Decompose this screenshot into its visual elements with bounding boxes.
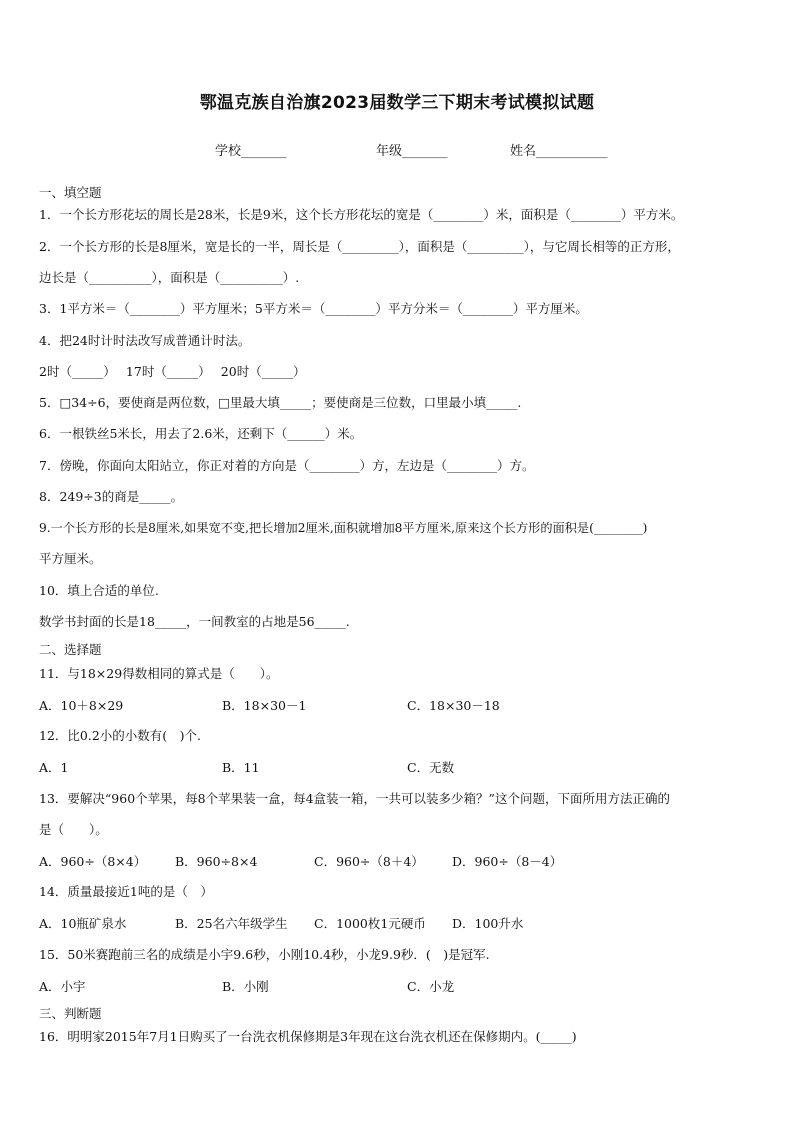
question-9-line-1: 9.一个长方形的长是8厘米,如果宽不变,把长增加2厘米,面积就增加8平方厘米,原来这个长方形的面积是(________) (39, 521, 648, 535)
question-9-line-2: 平方厘米。 (39, 551, 102, 566)
question-7: 7．傍晚，你面向太阳站立，你正对着的方向是（________）方，左边是（________）方。 (39, 458, 535, 473)
question-11-option-c: C．18×30－18 (407, 698, 500, 713)
question-8: 8．249÷3的商是_____。 (39, 489, 183, 504)
question-13-option-d: D．960÷（8－4） (452, 854, 563, 869)
page-title: 鄂温克族自治旗2023届数学三下期末考试模拟试题 (199, 93, 595, 113)
question-14-option-c: C．1000枚1元硬币 (314, 916, 426, 931)
question-3: 3．1平方米＝（________）平方厘米；5平方米＝（________）平方分米＝（________）平方厘米。 (39, 301, 588, 316)
question-13-line-2: 是（ ）。 (39, 822, 108, 837)
question-12: 12．比0.2小的小数有( )个. (39, 728, 202, 743)
grade-field: 年级_______ (376, 144, 448, 159)
question-14-option-d: D．100升水 (452, 916, 524, 931)
question-13-option-a: A．960÷（8×4） (39, 854, 147, 869)
name-field: 姓名___________ (510, 144, 608, 159)
question-11-option-a: A．10＋8×29 (39, 698, 124, 713)
question-2-line-1: 2．一个长方形的长是8厘米，宽是长的一半，周长是（_________），面积是（_________），与它周长相等的正方形， (39, 239, 680, 254)
question-15: 15．50米赛跑前三名的成绩是小宇9.6秒，小刚10.4秒，小龙9.9秒．( )是冠军. (39, 947, 490, 962)
question-14: 14．质量最接近1吨的是（ ） (39, 884, 213, 899)
question-2-line-2: 边长是（__________），面积是（__________）. (39, 270, 300, 285)
question-10: 10．填上合适的单位. (39, 583, 159, 598)
question-6: 6．一根铁丝5米长，用去了2.6米，还剩下（______）米。 (39, 426, 363, 441)
section-heading-fill-blank: 一、填空题 (39, 185, 102, 200)
question-5: 5．□34÷6，要使商是两位数，□里最大填_____；要使商是三位数，口里最小填_____. (39, 395, 522, 410)
question-15-option-b: B．小刚 (222, 979, 269, 994)
question-15-option-a: A．小宇 (39, 979, 86, 994)
question-15-option-c: C．小龙 (407, 979, 455, 994)
question-4-blanks: 2时（_____） 17时（_____） 20时（_____） (39, 364, 306, 379)
question-12-option-b: B．11 (222, 760, 260, 775)
question-14-option-b: B．25名六年级学生 (175, 916, 288, 931)
question-16: 16．明明家2015年7月1日购买了一台洗衣机保修期是3年现在这台洗衣机还在保修期内。(_____) (39, 1029, 577, 1044)
question-11-option-b: B．18×30－1 (222, 698, 307, 713)
question-12-option-c: C．无数 (407, 760, 455, 775)
question-12-option-a: A．1 (39, 760, 69, 775)
school-field: 学校_______ (215, 144, 287, 159)
question-13-line-1: 13．要解决“960个苹果，每8个苹果装一盒，每4盒装一箱，一共可以装多少箱？”这个问题，下面所用方法正确的 (39, 791, 670, 806)
question-10-blanks: 数学书封面的长是18_____，一间教室的占地是56_____. (39, 614, 350, 629)
question-1: 1．一个长方形花坛的周长是28米，长是9米，这个长方形花坛的宽是（________）米，面积是（________）平方米。 (39, 207, 684, 222)
section-heading-true-false: 三、判断题 (39, 1006, 102, 1021)
question-13-option-c: C．960÷（8＋4） (314, 854, 424, 869)
question-11: 11．与18×29得数相同的算式是（ ）。 (39, 666, 279, 681)
question-4: 4．把24时计时法改写成普通计时法。 (39, 333, 251, 348)
section-heading-multiple-choice: 二、选择题 (39, 642, 102, 657)
question-13-option-b: B．960÷8×4 (175, 854, 258, 869)
question-14-option-a: A．10瓶矿泉水 (39, 916, 127, 931)
